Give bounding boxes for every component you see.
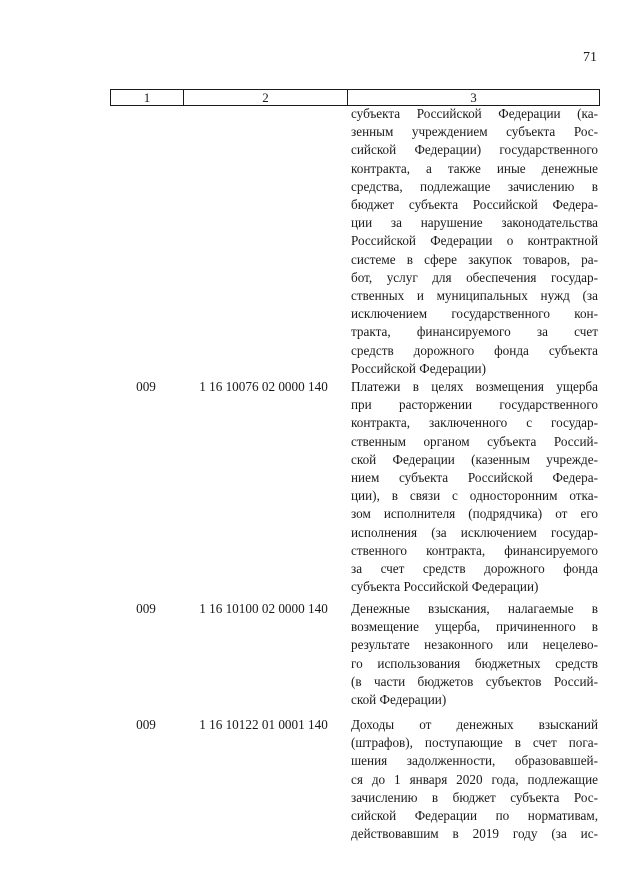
admin-code: 009 (136, 717, 156, 732)
description-line: зачислению в бюджет субъекта Рос- (351, 789, 598, 805)
description-line: действовавшим в 2019 году (за ис- (351, 826, 598, 842)
description-line: тракта, финансируемого за счет (351, 324, 598, 340)
description-line: го использования бюджетных средств (351, 655, 598, 671)
budget-classification-code: 1 16 10122 01 0001 140 (199, 717, 328, 732)
description-line: нием субъекта Российской Федера- (351, 470, 598, 486)
description-line: контракта, заключенного с государ- (351, 415, 598, 431)
table-row (110, 378, 598, 596)
description-line: при расторжении государственного (351, 397, 598, 413)
description-line: субъекта Российской Федерации (ка- (351, 106, 598, 121)
description-line: ции), в связи с односторонним отка- (351, 488, 598, 504)
admin-code (110, 105, 182, 378)
description-line: системе в сфере закупок товаров, ра- (351, 251, 598, 267)
revenue-description (351, 105, 598, 378)
revenue-description (351, 716, 598, 843)
description-line: ственных и муниципальных нужд (за (351, 288, 598, 304)
description-line: ся до 1 января 2020 года, подлежащие (351, 771, 598, 787)
budget-classification-code (182, 105, 345, 378)
description-line: ской Федерации (казенным учрежде- (351, 451, 598, 467)
description-line: результате незаконного или нецелево- (351, 637, 598, 653)
description-line: контракта, а также иные денежные (351, 160, 598, 176)
page-number: 71 (583, 50, 597, 65)
description-line: ской Федерации) (351, 692, 447, 708)
description-line: за счет средств дорожного фонда (351, 561, 598, 577)
admin-code: 009 (136, 379, 156, 394)
description-line: бот, услуг для обеспечения государ- (351, 269, 598, 285)
description-line: шения задолженности, образовавшей- (351, 753, 598, 769)
description-line: Денежные взыскания, налагаемые в (351, 601, 598, 616)
description-line: (штрафов), поступающие в счет пога- (351, 735, 598, 751)
description-line: зом исполнителя (подрядчика) от его (351, 506, 598, 522)
description-line: субъекта Российской Федерации) (351, 579, 539, 595)
table-row (110, 600, 598, 709)
budget-classification-code: 1 16 10100 02 0000 140 (199, 601, 328, 616)
column-header-1: 1 (111, 90, 184, 105)
description-line: сийской Федерации) государственного (351, 142, 598, 158)
description-line: ции за нарушение законодательства (351, 215, 598, 231)
revenue-description (351, 600, 598, 709)
description-line: зенным учреждением субъекта Рос- (351, 124, 598, 140)
description-line: исключением государственного кон- (351, 306, 598, 322)
column-header-3: 3 (470, 90, 477, 105)
admin-code: 009 (136, 601, 156, 616)
description-line: (в части бюджетов субъектов Россий- (351, 673, 598, 689)
description-line: Платежи в целях возмещения ущерба (351, 379, 598, 394)
description-line: бюджет субъекта Российской Федера- (351, 197, 598, 213)
table-row (110, 105, 598, 378)
description-line: Российской Федерации) (351, 360, 486, 376)
budget-classification-code: 1 16 10076 02 0000 140 (199, 379, 328, 394)
description-line: Российской Федерации о контрактной (351, 233, 598, 249)
description-line: возмещение ущерба, причиненного в (351, 619, 598, 635)
description-line: ственным органом субъекта Россий- (351, 433, 598, 449)
description-line: средств дорожного фонда субъекта (351, 342, 598, 358)
table-header (110, 89, 600, 106)
column-header-2: 2 (184, 90, 348, 105)
description-line: Доходы от денежных взысканий (351, 717, 598, 732)
description-line: ственного контракта, финансируемого (351, 542, 598, 558)
revenue-description (351, 378, 598, 596)
description-line: сийской Федерации по нормативам, (351, 808, 598, 824)
description-line: средства, подлежащие зачислению в (351, 178, 598, 194)
description-line: исполнения (за исключением государ- (351, 524, 598, 540)
table-row (110, 716, 598, 843)
